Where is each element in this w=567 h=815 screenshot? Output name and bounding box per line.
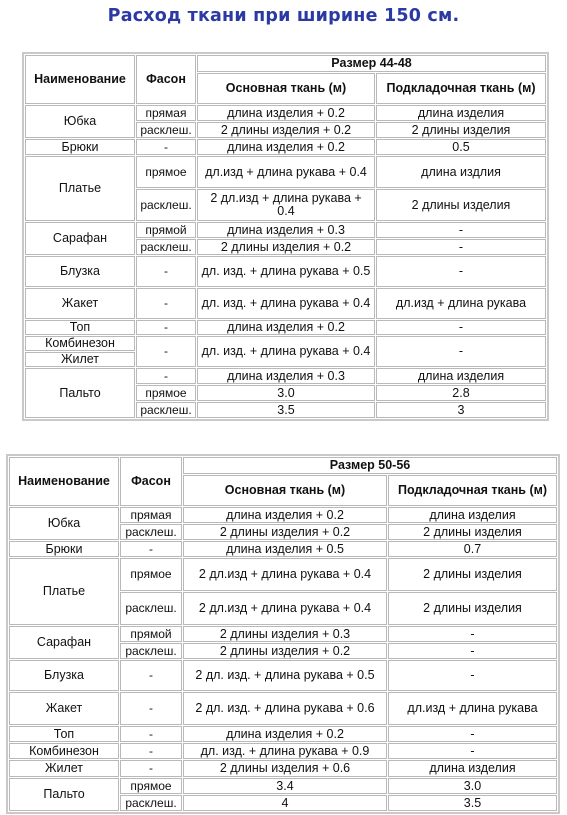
style-cell: прямой [136, 222, 196, 238]
header-style: Фасон [120, 457, 182, 506]
style-cell: - [136, 139, 196, 155]
style-cell: - [120, 541, 182, 557]
main-fabric-cell: длина изделия + 0.2 [183, 726, 387, 742]
main-fabric-cell: длина изделия + 0.2 [197, 139, 375, 155]
header-name: Наименование [25, 55, 135, 104]
item-name: Юбка [9, 507, 119, 540]
table-row [25, 256, 546, 287]
lining-fabric-cell: - [388, 726, 557, 742]
item-name: Платье [9, 558, 119, 625]
lining-fabric-cell: 2 длины изделия [376, 122, 546, 138]
item-name: Жакет [25, 288, 135, 319]
item-name: Брюки [9, 541, 119, 557]
main-fabric-cell: дл. изд. + длина рукава + 0.4 [197, 288, 375, 319]
main-fabric-cell: 2 длины изделия + 0.2 [197, 239, 375, 255]
header-size: Размер 44-48 [197, 55, 546, 72]
table-row [25, 336, 546, 351]
item-name: Юбка [25, 105, 135, 138]
main-fabric-cell: 2 длины изделия + 0.6 [183, 760, 387, 777]
style-cell: - [120, 660, 182, 691]
main-fabric-cell: 2 длины изделия + 0.2 [197, 122, 375, 138]
lining-fabric-cell: - [376, 222, 546, 238]
main-fabric-cell: длина изделия + 0.3 [197, 222, 375, 238]
fabric-table-50-56 [6, 454, 560, 814]
table-row [25, 368, 546, 384]
header-lining-fabric: Подкладочная ткань (м) [388, 475, 557, 506]
style-cell: расклеш. [136, 189, 196, 221]
main-fabric-cell: длина изделия + 0.2 [197, 105, 375, 121]
item-name: Пальто [9, 778, 119, 811]
table-row [25, 288, 546, 319]
style-cell: - [136, 288, 196, 319]
style-cell: расклеш. [136, 402, 196, 418]
header-main-fabric: Основная ткань (м) [183, 475, 387, 506]
main-fabric-cell: длина изделия + 0.5 [183, 541, 387, 557]
table-row [9, 692, 557, 725]
lining-fabric-cell: - [376, 239, 546, 255]
table-row [9, 743, 557, 759]
style-cell: расклеш. [120, 524, 182, 540]
style-cell: прямая [136, 105, 196, 121]
style-cell: прямое [136, 156, 196, 188]
header-row [25, 55, 546, 72]
lining-fabric-cell: 3 [376, 402, 546, 418]
lining-fabric-cell: 3.0 [388, 778, 557, 794]
style-cell: - [136, 256, 196, 287]
lining-fabric-cell: - [376, 320, 546, 335]
style-cell: расклеш. [120, 795, 182, 811]
table-row [9, 558, 557, 591]
table-row [25, 156, 546, 188]
lining-fabric-cell: - [388, 660, 557, 691]
fabric-table-44-48 [22, 52, 549, 421]
table-row [9, 778, 557, 794]
style-cell: прямое [120, 558, 182, 591]
main-fabric-cell: 3.5 [197, 402, 375, 418]
item-name: Платье [25, 156, 135, 221]
style-cell: - [120, 726, 182, 742]
style-cell: расклеш. [136, 122, 196, 138]
lining-fabric-cell: 2 длины изделия [376, 189, 546, 221]
style-cell: - [120, 692, 182, 725]
style-cell: - [136, 368, 196, 384]
main-fabric-cell: 2 длины изделия + 0.3 [183, 626, 387, 642]
main-fabric-cell: 2 дл.изд + длина рукава + 0.4 [183, 558, 387, 591]
table-row [25, 105, 546, 121]
main-fabric-cell: 2 дл.изд + длина рукава + 0.4 [197, 189, 375, 221]
item-name: Жилет [25, 352, 135, 367]
header-lining-fabric: Подкладочная ткань (м) [376, 73, 546, 104]
item-name: Сарафан [25, 222, 135, 255]
item-name: Топ [25, 320, 135, 335]
lining-fabric-cell: длина изделия [376, 368, 546, 384]
table-row [9, 541, 557, 557]
table-row [25, 222, 546, 238]
item-name: Комбинезон [25, 336, 135, 351]
item-name: Пальто [25, 368, 135, 418]
lining-fabric-cell: - [388, 643, 557, 659]
style-cell: прямое [120, 778, 182, 794]
main-fabric-cell: длина изделия + 0.2 [183, 507, 387, 523]
header-name: Наименование [9, 457, 119, 506]
main-fabric-cell: дл. изд. + длина рукава + 0.5 [197, 256, 375, 287]
style-cell: расклеш. [120, 643, 182, 659]
lining-fabric-cell: длина изделия [388, 760, 557, 777]
style-cell: - [136, 336, 196, 367]
header-size: Размер 50-56 [183, 457, 557, 474]
lining-fabric-cell: дл.изд + длина рукава [376, 288, 546, 319]
lining-fabric-cell: 2.8 [376, 385, 546, 401]
main-fabric-cell: 2 длины изделия + 0.2 [183, 524, 387, 540]
table-row [9, 507, 557, 523]
table-row [25, 320, 546, 335]
main-fabric-cell: 2 длины изделия + 0.2 [183, 643, 387, 659]
item-name: Жилет [9, 760, 119, 777]
lining-fabric-cell: длина изделия [388, 507, 557, 523]
style-cell: - [120, 760, 182, 777]
style-cell: - [136, 320, 196, 335]
lining-fabric-cell: дл.изд + длина рукава [388, 692, 557, 725]
item-name: Сарафан [9, 626, 119, 659]
header-style: Фасон [136, 55, 196, 104]
style-cell: прямое [136, 385, 196, 401]
main-fabric-cell: 3.4 [183, 778, 387, 794]
header-row [9, 457, 557, 474]
table-row [9, 726, 557, 742]
style-cell: расклеш. [120, 592, 182, 625]
main-fabric-cell: дл. изд. + длина рукава + 0.9 [183, 743, 387, 759]
table-row [9, 760, 557, 777]
lining-fabric-cell: длина изделия [376, 105, 546, 121]
main-fabric-cell: дл.изд + длина рукава + 0.4 [197, 156, 375, 188]
page-title: Расход ткани при ширине 150 см. [107, 6, 460, 26]
main-fabric-cell: дл. изд. + длина рукава + 0.4 [197, 336, 375, 367]
item-name: Брюки [25, 139, 135, 155]
lining-fabric-cell: 0.5 [376, 139, 546, 155]
lining-fabric-cell: 0.7 [388, 541, 557, 557]
lining-fabric-cell: - [376, 256, 546, 287]
table-row [25, 139, 546, 155]
lining-fabric-cell: - [388, 743, 557, 759]
item-name: Блузка [9, 660, 119, 691]
lining-fabric-cell: 2 длины изделия [388, 524, 557, 540]
header-main-fabric: Основная ткань (м) [197, 73, 375, 104]
item-name: Жакет [9, 692, 119, 725]
style-cell: - [120, 743, 182, 759]
main-fabric-cell: 2 дл. изд. + длина рукава + 0.5 [183, 660, 387, 691]
main-fabric-cell: 2 дл.изд + длина рукава + 0.4 [183, 592, 387, 625]
table-row [9, 660, 557, 691]
lining-fabric-cell: 2 длины изделия [388, 592, 557, 625]
main-fabric-cell: 2 дл. изд. + длина рукава + 0.6 [183, 692, 387, 725]
lining-fabric-cell: - [388, 626, 557, 642]
main-fabric-cell: 3.0 [197, 385, 375, 401]
lining-fabric-cell: 2 длины изделия [388, 558, 557, 591]
lining-fabric-cell: длина издлия [376, 156, 546, 188]
lining-fabric-cell: 3.5 [388, 795, 557, 811]
style-cell: прямая [120, 507, 182, 523]
lining-fabric-cell: - [376, 336, 546, 367]
main-fabric-cell: длина изделия + 0.3 [197, 368, 375, 384]
style-cell: расклеш. [136, 239, 196, 255]
main-fabric-cell: 4 [183, 795, 387, 811]
main-fabric-cell: длина изделия + 0.2 [197, 320, 375, 335]
style-cell: прямой [120, 626, 182, 642]
item-name: Блузка [25, 256, 135, 287]
item-name: Комбинезон [9, 743, 119, 759]
item-name: Топ [9, 726, 119, 742]
table-row [9, 626, 557, 642]
